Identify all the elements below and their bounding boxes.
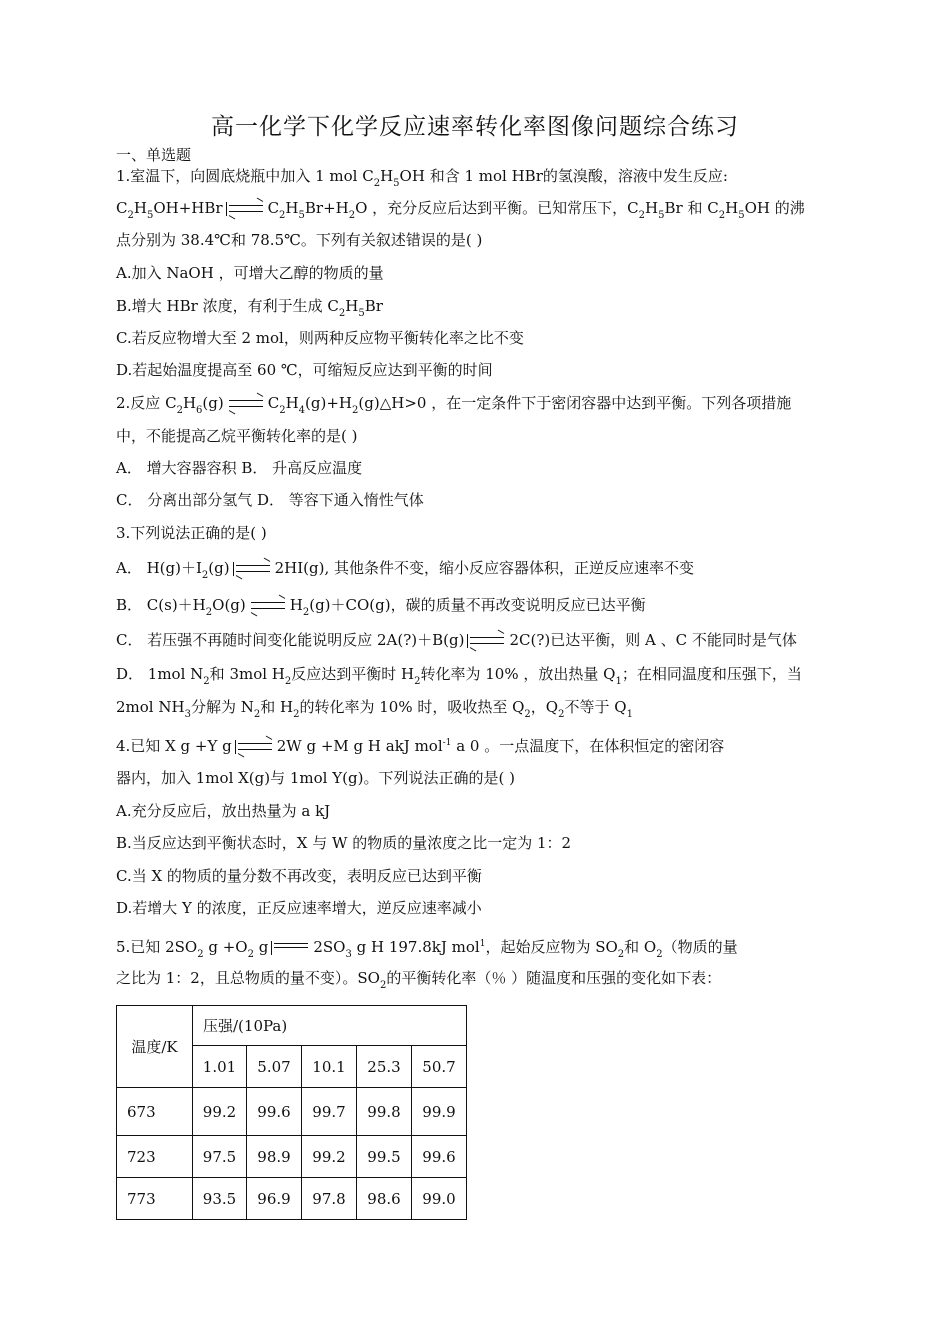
value-cell: 99.0 xyxy=(412,1178,467,1220)
q1-stem-line-3: 点分别为 38.4℃和 78.5℃。下列有关叙述错误的是( ) xyxy=(116,231,483,249)
value-cell: 99.6 xyxy=(412,1136,467,1178)
equals-sign-icon xyxy=(271,941,310,955)
q3-option-c: C． 若压强不再随时间变化能说明反应 2A(?)＋B(g) 2C(?)已达平衡，则 A 、C 不能同时是气体 xyxy=(116,630,797,650)
pressure-value: 25.3 xyxy=(357,1046,412,1088)
pressure-value: 10.1 xyxy=(302,1046,357,1088)
value-cell: 99.5 xyxy=(357,1136,412,1178)
conversion-rate-table xyxy=(116,1005,467,1220)
q3-option-d-line-1: D． 1mol $N_2$和 3mol $H_2$反应达到平衡时 $H_2$转化率为 10% ，放出热量 $Q_1$；在相同温度和压强下，当 xyxy=(116,665,802,687)
section-heading: 一、单选题 xyxy=(116,146,192,164)
q4-stem-line-2: 器内，加入 1mol X(g)与 1mol Y(g)。下列说法正确的是( ) xyxy=(116,769,515,787)
equilibrium-arrow-icon xyxy=(227,397,265,411)
q3-option-b: B． $C(s)+H_2O(g)$ $H_2(g)+CO(g)$，碳的质量不再改变说明反应已达平衡 xyxy=(116,596,646,618)
equilibrium-arrow-icon xyxy=(235,740,274,754)
value-cell: 93.5 xyxy=(193,1178,247,1220)
q2-stem-line-2: 中，不能提高乙烷平衡转化率的是( ) xyxy=(116,427,358,445)
pressure-header: 压强/(10Pa) xyxy=(193,1006,467,1046)
q4-option-b: B.当反应达到平衡状态时，X 与 W 的物质的量浓度之比一定为 1：2 xyxy=(116,834,572,852)
value-cell: 97.5 xyxy=(193,1136,247,1178)
value-cell: 98.6 xyxy=(357,1178,412,1220)
q5-stem-line-1: 5.已知 $2SO_2$ $g +O_2$ g $2SO_3$ g H 197.8kJ mol$^1$，起始反应物为 $SO_2$和 $O_2$（物质的量 xyxy=(116,938,738,960)
q4-option-d: D.若增大 Y 的浓度，正反应速率增大，逆反应速率减小 xyxy=(116,899,482,917)
pressure-value: 1.01 xyxy=(193,1046,247,1088)
q3-option-d-line-2: 2mol $NH_3$分解为 $N_2$和 $H_2$的转化率为 10% 时，吸收热至 $Q_2$，$Q_2$不等于 $Q_1$ xyxy=(116,698,633,720)
q1-option-a: A.加入 NaOH ，可增大乙醇的物质的量 xyxy=(116,264,384,282)
equilibrium-arrow-icon xyxy=(467,634,506,648)
q3-option-a: A． $H(g)+I_2(g)$ 2HI(g), 其他条件不变，缩小反应容器体积，正逆反应速率不变 xyxy=(116,559,695,581)
pressure-value: 50.7 xyxy=(412,1046,467,1088)
table-row xyxy=(117,1088,467,1136)
value-cell: 99.7 xyxy=(302,1088,357,1136)
value-cell: 98.9 xyxy=(247,1136,302,1178)
value-cell: 97.8 xyxy=(302,1178,357,1220)
temp-cell: 723 xyxy=(117,1136,193,1178)
value-cell: 99.8 xyxy=(357,1088,412,1136)
table-row xyxy=(117,1136,467,1178)
value-cell: 99.2 xyxy=(193,1088,247,1136)
table-row xyxy=(117,1178,467,1220)
q1-option-c: C.若反应物增大至 2 mol，则两种反应物平衡转化率之比不变 xyxy=(116,329,524,347)
equilibrium-arrow-icon xyxy=(226,202,265,216)
temp-cell: 673 xyxy=(117,1088,193,1136)
q2-options-cd: C． 分离出部分氢气 D． 等容下通入惰性气体 xyxy=(116,491,424,509)
q4-option-a: A.充分反应后，放出热量为 a kJ xyxy=(116,802,331,820)
q5-stem-line-2: 之比为 1：2，且总物质的量不变）。$SO_2$的平衡转化率（％ ）随温度和压强的变化如下表： xyxy=(116,969,722,991)
page-title: 高一化学下化学反应速率转化率图像问题综合练习 xyxy=(211,114,739,140)
q1-option-b: B.增大 HBr 浓度，有利于生成 $C_2H_5Br$ xyxy=(116,297,383,319)
q4-stem-line-1: 4.已知 X g +Y g 2W g +M g H akJ mol$^{-1}$ a 0 。一点温度下，在体积恒定的密闭容 xyxy=(116,733,724,756)
equilibrium-arrow-icon xyxy=(249,599,287,613)
value-cell: 96.9 xyxy=(247,1178,302,1220)
q4-option-c: C.当 X 的物质的量分数不再改变，表明反应已达到平衡 xyxy=(116,867,482,885)
value-cell: 99.2 xyxy=(302,1136,357,1178)
pressure-value: 5.07 xyxy=(247,1046,302,1088)
equilibrium-arrow-icon xyxy=(233,562,272,576)
value-cell: 99.9 xyxy=(412,1088,467,1136)
value-cell: 99.6 xyxy=(247,1088,302,1136)
q2-stem-line-1: 2.反应 $C_2H_6(g)$ $C_2H_4(g)+H_2(g)\triangle H>0$ ，在一定条件下于密闭容器中达到平衡。下列各项措施 xyxy=(116,394,792,416)
q1-stem-line-2: $C_2H_5OH+HBr$ $C_2H_5Br+H_2O$ ，充分反应后达到平衡。已知常压下，$C_2H_5Br$ 和 $C_2H_5OH$ 的沸 xyxy=(116,199,805,221)
q1-option-d: D.若起始温度提高至 60 ℃，可缩短反应达到平衡的时间 xyxy=(116,361,493,379)
temp-header: 温度/K xyxy=(117,1006,193,1088)
q3-stem: 3.下列说法正确的是( ) xyxy=(116,524,267,542)
q2-options-ab: A． 增大容器容积 B． 升高反应温度 xyxy=(116,459,363,477)
temp-cell: 773 xyxy=(117,1178,193,1220)
q1-stem-line-1: 1.室温下，向圆底烧瓶中加入 1 mol $C_2H_5OH$ 和含 1 mol HBr的氢溴酸，溶液中发生反应: xyxy=(116,167,728,189)
